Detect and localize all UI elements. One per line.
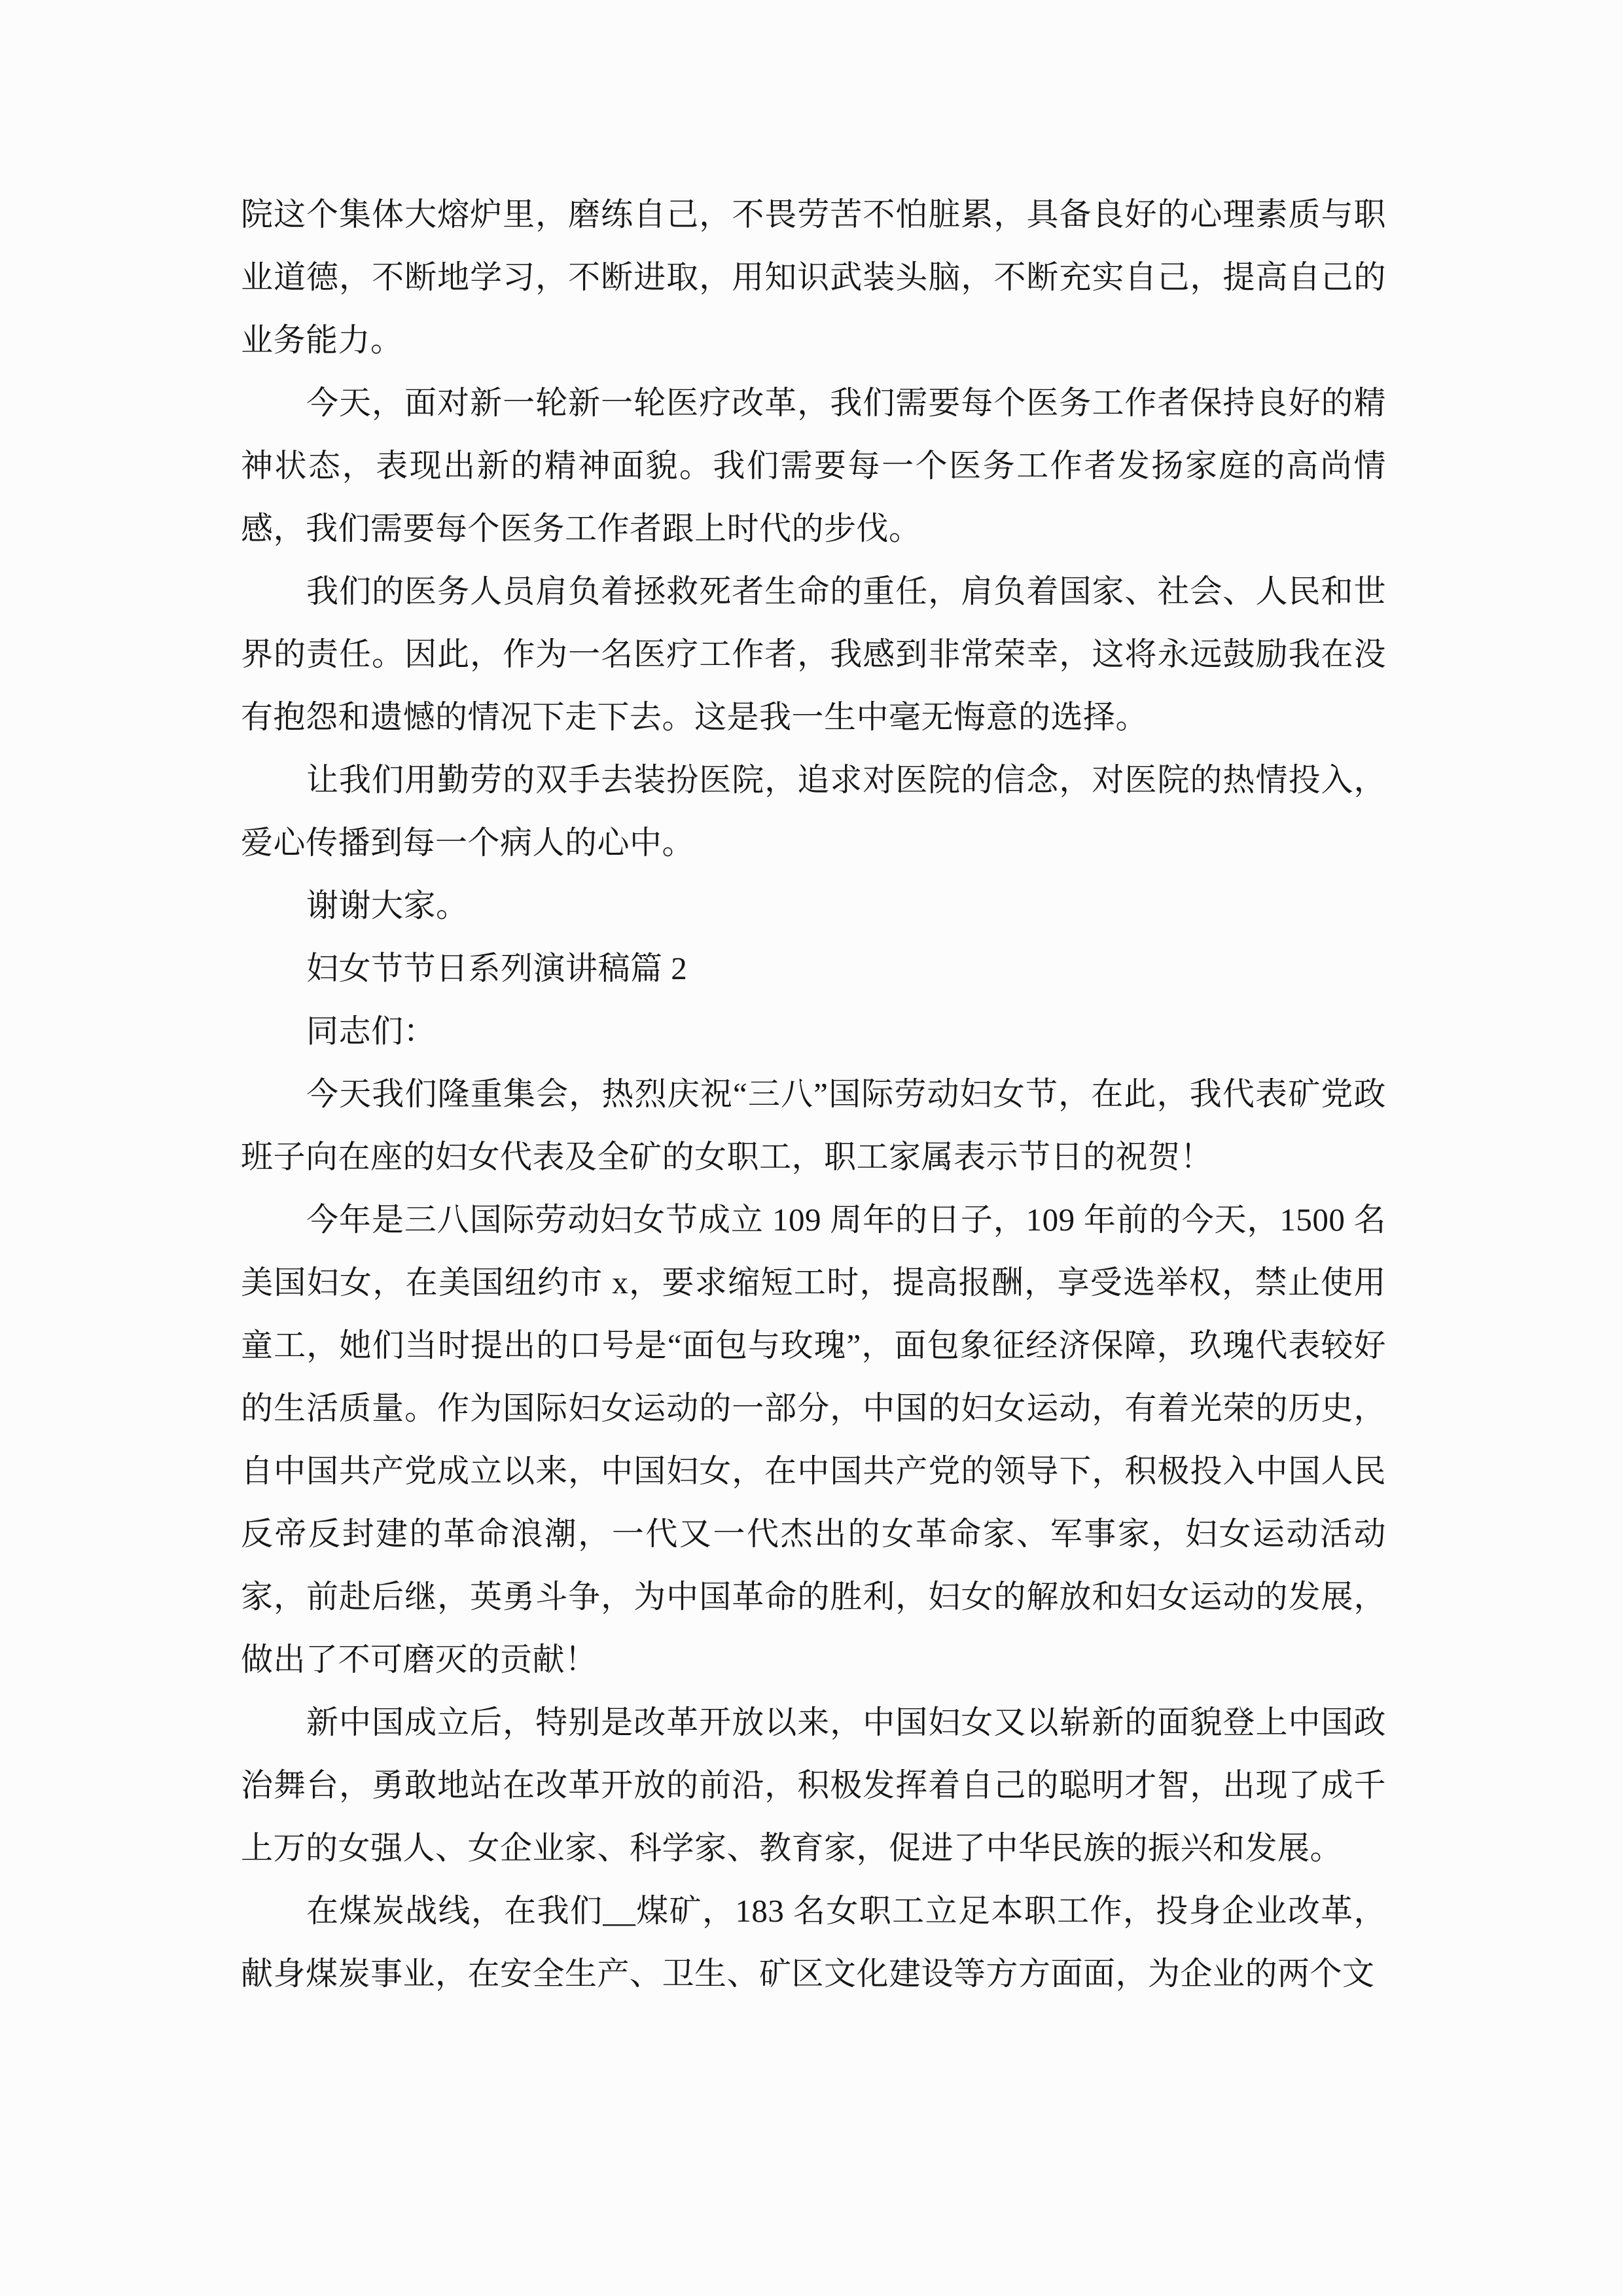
- paragraph-continuation: 院这个集体大熔炉里，磨练自己，不畏劳苦不怕脏累，具备良好的心理素质与职业道德，不断地学习，不断进取，用知识武装头脑，不断充实自己，提高自己的业务能力。: [241, 196, 1386, 358]
- salutation: 同志们：: [306, 1013, 437, 1049]
- section-title: 妇女节节日系列演讲稿篇 2: [306, 950, 688, 986]
- paragraph-cutoff: 在煤炭战线，在我们__煤矿，183 名女职工立足本职工作，投身企业改革，献身煤炭事业，在安全生产、卫生、矿区文化建设等方方面面，为企业的两个文: [241, 1893, 1386, 1992]
- paragraph: 让我们用勤劳的双手去装扮医院，追求对医院的信念，对医院的热情投入，爱心传播到每一个病人的心中。: [241, 762, 1386, 861]
- document-body: [241, 183, 1386, 2005]
- paragraph: 今天我们隆重集会，热烈庆祝“三八”国际劳动妇女节，在此，我代表矿党政班子向在座的妇女代表及全矿的女职工，职工家属表示节日的祝贺！: [241, 1076, 1386, 1175]
- paragraph: 我们的医务人员肩负着拯救死者生命的重任，肩负着国家、社会、人民和世界的责任。因此，作为一名医疗工作者，我感到非常荣幸，这将永远鼓励我在没有抱怨和遗憾的情况下走下去。这是我一生中毫无悔意的选择。: [241, 573, 1386, 735]
- closing-line: 谢谢大家。: [306, 888, 469, 924]
- paragraph: 今天，面对新一轮新一轮医疗改革，我们需要每个医务工作者保持良好的精神状态，表现出新的精神面貌。我们需要每一个医务工作者发扬家庭的高尚情感，我们需要每个医务工作者跟上时代的步伐。: [241, 385, 1386, 547]
- paragraph: 新中国成立后，特别是改革开放以来，中国妇女又以崭新的面貌登上中国政治舞台，勇敢地站在改革开放的前沿，积极发挥着自己的聪明才智，出现了成千上万的女强人、女企业家、科学家、教育家，促进了中华民族的振兴和发展。: [241, 1704, 1386, 1866]
- paragraph: 今年是三八国际劳动妇女节成立 109 周年的日子，109 年前的今天，1500 名美国妇女，在美国纽约市 x，要求缩短工时，提高报酬，享受选举权，禁止使用童工，她们当时提出的口号是“面包与玫瑰”，面包象征经济保障，玖瑰代表较好的生活质量。作为国际妇女运动的一部分，中国的妇女运动，有着光荣的历史，自中国共产党成立以来，中国妇女，在中国共产党的领导下，积极投入中国人民反帝反封建的革命浪潮，一代又一代杰出的女革命家、军事家，妇女运动活动家，前赴后继，英勇斗争，为中国革命的胜利，妇女的解放和妇女运动的发展，做出了不可磨灭的贡献！: [241, 1202, 1386, 1677]
